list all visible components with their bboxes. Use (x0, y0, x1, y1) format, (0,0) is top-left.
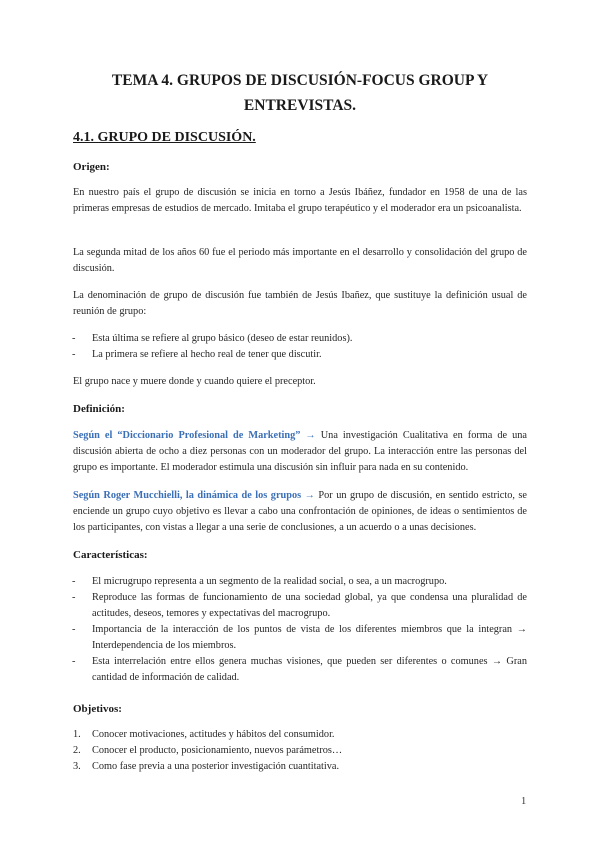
number-marker: 2. (73, 745, 81, 756)
dash-marker: - (72, 333, 76, 344)
origen-bullet-list (73, 331, 527, 363)
list-item: 1. Conocer motivaciones, actitudes y hábitos del consumidor. (73, 727, 527, 743)
definicion-heading: Definición: (73, 403, 125, 415)
origen-paragraph-1: En nuestro país el grupo de discusión se inicia en torno a Jesús Ibáñez, fundador en 1958 de una de las primeras empresas de estudios de mercado. Imitaba el grupo terapéutico y el moderador era un psicoanalista. (73, 187, 527, 214)
list-item: - Esta última se refiere al grupo básico (deseo de estar reunidos). (73, 331, 527, 347)
dash-marker: - (72, 656, 76, 667)
caracteristicas-list (73, 574, 527, 686)
dash-marker: - (72, 624, 76, 635)
origen-paragraph-3: La denominación de grupo de discusión fue también de Jesús Ibañez, que sustituye la definición usual de reunión de grupo: (73, 290, 527, 317)
objetivos-heading: Objetivos: (73, 703, 122, 715)
number-marker: 1. (73, 729, 81, 740)
number-marker: 3. (73, 761, 81, 772)
arrow-icon: → (301, 490, 319, 501)
list-item: - La primera se refiere al hecho real de tener que discutir. (73, 347, 527, 363)
dash-marker: - (72, 592, 76, 603)
dash-marker: - (72, 576, 76, 587)
objetivos-list (73, 727, 527, 775)
definicion-source-2: Según Roger Mucchielli, la dinámica de los grupos (73, 490, 302, 501)
caracteristicas-heading: Características: (73, 549, 148, 561)
list-item: - Importancia de la interacción de los puntos de vista de los diferentes miembros que la integran → Interdependencia de los miembros. (72, 624, 527, 651)
list-item: 3. Como fase previa a una posterior investigación cuantitativa. (73, 759, 527, 775)
origen-paragraph-2: La segunda mitad de los años 60 fue el periodo más importante en el desarrollo y consolidación del grupo de discusión. (73, 247, 527, 274)
list-item: - Reproduce las formas de funcionamiento de una sociedad global, ya que condensa una pluralidad de actitudes, deseos, temores y expectativas del macrogrupo. (72, 592, 527, 619)
origen-paragraph-4: El grupo nace y muere donde y cuando quiere el preceptor. (73, 376, 316, 387)
list-item: - El micrugrupo representa a un segmento de la realidad social, o sea, a un macrogrupo. (73, 574, 527, 590)
section-heading: 4.1. GRUPO DE DISCUSIÓN. (73, 130, 256, 145)
origen-heading: Origen: (73, 161, 110, 173)
definicion-paragraph-1: Según el “Diccionario Profesional de Marketing” → Una investigación Cualitativa en forma de una discusión abierta de ocho a diez personas con un moderador del grupo. La interacción entre las personas del grupo es importante. El moderador estimula una discusión sin influir para nada en su contenido. (73, 430, 527, 473)
definicion-paragraph-2: Según Roger Mucchielli, la dinámica de los grupos → Por un grupo de discusión, en sentido estricto, se enciende un grupo cuyo objetivo es llevar a cabo una confrontación de opiniones, de ideas o sentimientos de los participantes, con vistas a llegar a una serie de conclusiones, a un acuerdo o a unas decisiones. (73, 490, 527, 533)
list-item: 2. Conocer el producto, posicionamiento, nuevos parámetros… (73, 743, 527, 759)
list-item: - Esta interrelación entre ellos genera muchas visiones, que pueden ser diferentes o comunes → Gran cantidad de información de calidad. (72, 656, 527, 683)
page-number: 1 (521, 796, 527, 807)
dash-marker: - (72, 349, 76, 360)
arrow-icon: → (300, 430, 321, 441)
page-title-line-1: TEMA 4. GRUPOS DE DISCUSIÓN-FOCUS GROUP Y (111, 72, 489, 89)
page-title-line-2: ENTREVISTAS. (243, 97, 357, 114)
definicion-source-1: Según el “Diccionario Profesional de Marketing” (73, 430, 301, 441)
